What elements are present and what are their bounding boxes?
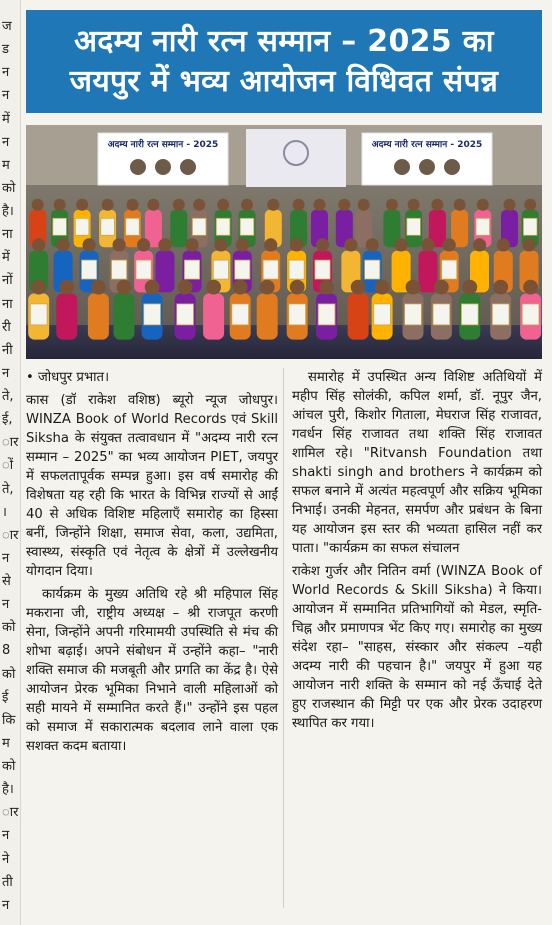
- adjacent-column-fragment: को: [2, 759, 16, 774]
- article-paragraph-1: कास (डॉ राकेश वशिष्ठ) ब्यूरो न्यूज जोधपुर। WINZA Book of World Records एवं Skill Siksha के संयुक्त तत्वावधान में "अदम्य नारी रत्न सम्मान – 2025" का भव्य आयोजन PIET, जयपुर में सफलतापूर्वक सम्पन्न हुआ। इस वर्ष समारोह की विशेषता यह रही कि भारत के विभिन्न राज्यों से आईं 40 से अधिक विशिष्ट महिलाएँ समारोह का हिस्सा बनीं, जिन्होंने शिक्षा, समाज सेवा, कला, उद्यमिता, स्वास्थ्य, संस्कृति एवं नेतृत्व के क्षेत्रों में उल्लेखनीय योगदान दिया।: [26, 393, 278, 579]
- certificate: [126, 218, 140, 235]
- event-photo: [26, 125, 542, 359]
- person-head: [443, 238, 456, 251]
- person-head: [497, 238, 510, 251]
- certificate: [136, 260, 151, 279]
- article-paragraph-2: कार्यक्रम के मुख्य अतिथि रहे श्री महिपाल सिंह मकराना जी, राष्ट्रीय अध्यक्ष – श्री राजपूत करणी सेना, जिन्होंने अपनी गरिमामयी उपस्थिति से मंच की शोभा बढ़ाई। अपने संबोधन में उन्होंने कहा– "नारी शक्ति समाज की मजबूती और प्रगति का केंद्र है। ऐसे आयोजन प्रेरक भूमिका निभाने वाली महिलाओं को सही मायने में सम्मानित करते हैं।" उन्होंने इस पहल को समाज में सकारात्मक बदलाव लाने वाला एक सशक्त कदम बताया।: [26, 587, 278, 754]
- person-head: [91, 280, 106, 295]
- adjacent-column-fragment: ड: [2, 42, 9, 57]
- person-head: [406, 280, 421, 295]
- column-divider: [283, 368, 284, 908]
- adjacent-column-fragment: री: [2, 320, 11, 335]
- person-head: [158, 238, 171, 251]
- certificate: [365, 260, 380, 279]
- person-head: [32, 238, 45, 251]
- adjacent-column-fragment: कि: [2, 713, 16, 728]
- article-column-left: [26, 368, 278, 760]
- certificate: [492, 304, 509, 325]
- person-figure: [56, 293, 77, 339]
- adjacent-column-fragment: ।: [2, 505, 7, 520]
- adjacent-column-fragment: नों: [2, 273, 13, 288]
- adjacent-column-fragment: 8: [2, 643, 11, 658]
- person-head: [117, 280, 132, 295]
- certificate: [101, 218, 115, 235]
- person-head: [206, 280, 221, 295]
- adjacent-column-fragment: ों: [2, 458, 14, 473]
- article-paragraph-3: समारोह में उपस्थित अन्य विशिष्ट अतिथियों में महीप सिंह सोलंकी, कपिल शर्मा, डॉ. नूपुर जैन, आंचल पुरी, किशोर गिताला, मेघराज सिंह राजावत, गवर्धन सिंह राजावत तथा शक्ति सिंह राजावत शामिल रहे। "Ritvansh Foundation तथा shakti singh and brothers ने कार्यक्रम को सफल बनाने में अत्यंत महत्वपूर्ण और सक्रिय भूमिका निभाई। उनकी मेहनत, समर्पण और प्रबंधन के बिना यह आयोजन इस स्तर की भव्यता हासिल नहीं कर पाता। "कार्यक्रम का सफल संचालन: [292, 370, 542, 556]
- person-head: [260, 280, 275, 295]
- certificate: [75, 218, 89, 235]
- certificate: [82, 260, 97, 279]
- certificate: [522, 304, 539, 325]
- person-figure: [114, 293, 135, 339]
- person-head: [193, 199, 205, 211]
- person-head: [264, 238, 277, 251]
- certificate: [318, 304, 335, 325]
- certificate: [461, 304, 478, 325]
- certificate: [289, 260, 304, 279]
- stage-banner-left-text: अदम्य नारी रत्न सम्मान - 2025: [107, 140, 219, 150]
- person-head: [173, 199, 185, 211]
- headline-line-1: अदम्य नारी रत्न सम्मान – 2025 का: [74, 23, 494, 59]
- person-figure: [88, 293, 109, 339]
- adjacent-column-fragment: ती: [2, 875, 13, 890]
- person-head: [523, 280, 538, 295]
- person-head: [395, 238, 408, 251]
- person-head: [145, 280, 160, 295]
- person-head: [358, 199, 370, 211]
- person-figure: [170, 210, 187, 247]
- adjacent-column-fragment: को: [2, 620, 16, 635]
- person-head: [504, 199, 516, 211]
- person-head: [462, 280, 477, 295]
- adjacent-column-fragment: न: [2, 65, 10, 80]
- person-head: [366, 238, 379, 251]
- certificate: [442, 260, 457, 279]
- certificate: [184, 260, 199, 279]
- adjacent-column-fragment: ई: [2, 690, 9, 705]
- adjacent-column-fragment: ार: [2, 435, 19, 450]
- person-head: [293, 199, 305, 211]
- stage-screen: [246, 129, 346, 187]
- article-paragraph-4: राकेश गुर्जर और नितिन वर्मा (WINZA Book of World Records & Skill Siksha) ने किया। आयोजन में सम्मानित प्रतिभागियों को मेडल, स्मृति- चिह्न और प्रमाणपत्र भेंट किए गए। समारोह का मुख्य संदेश रहा– "साहस, संस्कार और संकल्प –यही अदम्य नारी की पहचान है।" जयपुर में हुआ यह आयोजन नारी शक्ति के सम्मान को नई ऊँचाई देते हुए राजस्थान की मिट्टी पर एक और प्रेरक उदाहरण स्थापित कर गया।: [292, 564, 542, 731]
- adjacent-column-fragments: [0, 0, 21, 925]
- certificate: [405, 304, 422, 325]
- certificate: [289, 304, 306, 325]
- person-head: [54, 199, 66, 211]
- certificate: [240, 218, 254, 235]
- person-head: [113, 238, 126, 251]
- person-head: [473, 238, 486, 251]
- person-head: [522, 238, 535, 251]
- adjacent-column-fragment: न: [2, 828, 10, 843]
- adjacent-column-fragment: में: [2, 112, 10, 127]
- person-head: [32, 199, 44, 211]
- person-head: [57, 238, 70, 251]
- adjacent-column-fragment: न: [2, 135, 10, 150]
- person-head: [408, 199, 420, 211]
- dateline: • जोधपुर प्रभात।: [26, 370, 110, 385]
- certificate: [235, 260, 250, 279]
- person-head: [454, 199, 466, 211]
- person-head: [431, 199, 443, 211]
- adjacent-column-fragment: म: [2, 158, 10, 173]
- article-column-right: [292, 368, 542, 737]
- adjacent-column-fragment: म: [2, 736, 10, 751]
- person-head: [290, 238, 303, 251]
- adjacent-column-fragment: न: [2, 88, 10, 103]
- person-head: [344, 238, 357, 251]
- adjacent-column-fragment: ते,: [2, 389, 14, 404]
- person-head: [178, 280, 193, 295]
- headline-line-2: जयपुर में भव्य आयोजन विधिवत संपन्न: [69, 63, 499, 99]
- adjacent-column-fragment: ते,: [2, 482, 14, 497]
- certificate: [433, 304, 450, 325]
- person-head: [83, 238, 96, 251]
- person-head: [217, 199, 229, 211]
- certificate: [177, 304, 194, 325]
- certificate: [53, 218, 67, 235]
- person-head: [316, 238, 329, 251]
- person-head: [236, 238, 249, 251]
- adjacent-column-fragment: ई,: [2, 412, 13, 427]
- certificate: [30, 304, 47, 325]
- adjacent-column-fragment: नी: [2, 343, 13, 358]
- adjacent-column-fragment: न: [2, 551, 10, 566]
- adjacent-column-fragment: ज: [2, 19, 12, 34]
- person-figure: [348, 293, 369, 339]
- person-head: [338, 199, 350, 211]
- adjacent-column-fragment: है।: [2, 782, 14, 797]
- stage-banner-right-text: अदम्य नारी रत्न सम्मान - 2025: [371, 140, 483, 150]
- person-head: [524, 199, 536, 211]
- headline-banner: [26, 10, 542, 113]
- person-head: [375, 280, 390, 295]
- adjacent-column-fragment: न: [2, 366, 10, 381]
- person-head: [127, 199, 139, 211]
- adjacent-column-fragment: ना: [2, 227, 13, 242]
- adjacent-column-fragment: ना: [2, 297, 13, 312]
- certificate: [523, 218, 537, 235]
- person-head: [102, 199, 114, 211]
- person-head: [386, 199, 398, 211]
- adjacent-column-fragment: में: [2, 250, 10, 265]
- certificate: [476, 218, 490, 235]
- person-head: [267, 199, 279, 211]
- adjacent-column-fragment: ने: [2, 852, 10, 867]
- person-head: [421, 238, 434, 251]
- person-head: [137, 238, 150, 251]
- person-head: [233, 280, 248, 295]
- person-head: [493, 280, 508, 295]
- certificate: [374, 304, 391, 325]
- person-figure: [257, 293, 278, 339]
- person-head: [241, 199, 253, 211]
- person-head: [214, 238, 227, 251]
- person-head: [147, 199, 159, 211]
- adjacent-column-fragment: न: [2, 597, 10, 612]
- event-photo-illustration: [26, 125, 542, 359]
- adjacent-column-fragment: न: [2, 898, 10, 913]
- adjacent-column-fragment: से: [2, 574, 11, 589]
- person-head: [59, 280, 74, 295]
- certificate: [144, 304, 161, 325]
- certificate: [216, 218, 230, 235]
- person-head: [185, 238, 198, 251]
- adjacent-column-fragment: है।: [2, 204, 14, 219]
- person-head: [351, 280, 366, 295]
- certificate: [192, 218, 206, 235]
- adjacent-column-fragment: ार: [2, 528, 19, 543]
- person-head: [314, 199, 326, 211]
- person-figure: [203, 293, 224, 339]
- person-head: [319, 280, 334, 295]
- certificate: [213, 260, 228, 279]
- adjacent-column-fragment: ार: [2, 805, 19, 820]
- adjacent-column-fragment: को: [2, 181, 16, 196]
- certificate: [407, 218, 421, 235]
- certificate: [232, 304, 249, 325]
- person-head: [31, 280, 46, 295]
- person-head: [290, 280, 305, 295]
- certificate: [112, 260, 127, 279]
- certificate: [263, 260, 278, 279]
- person-head: [477, 199, 489, 211]
- person-head: [76, 199, 88, 211]
- adjacent-column-fragment: को: [2, 667, 16, 682]
- certificate: [315, 260, 330, 279]
- person-head: [434, 280, 449, 295]
